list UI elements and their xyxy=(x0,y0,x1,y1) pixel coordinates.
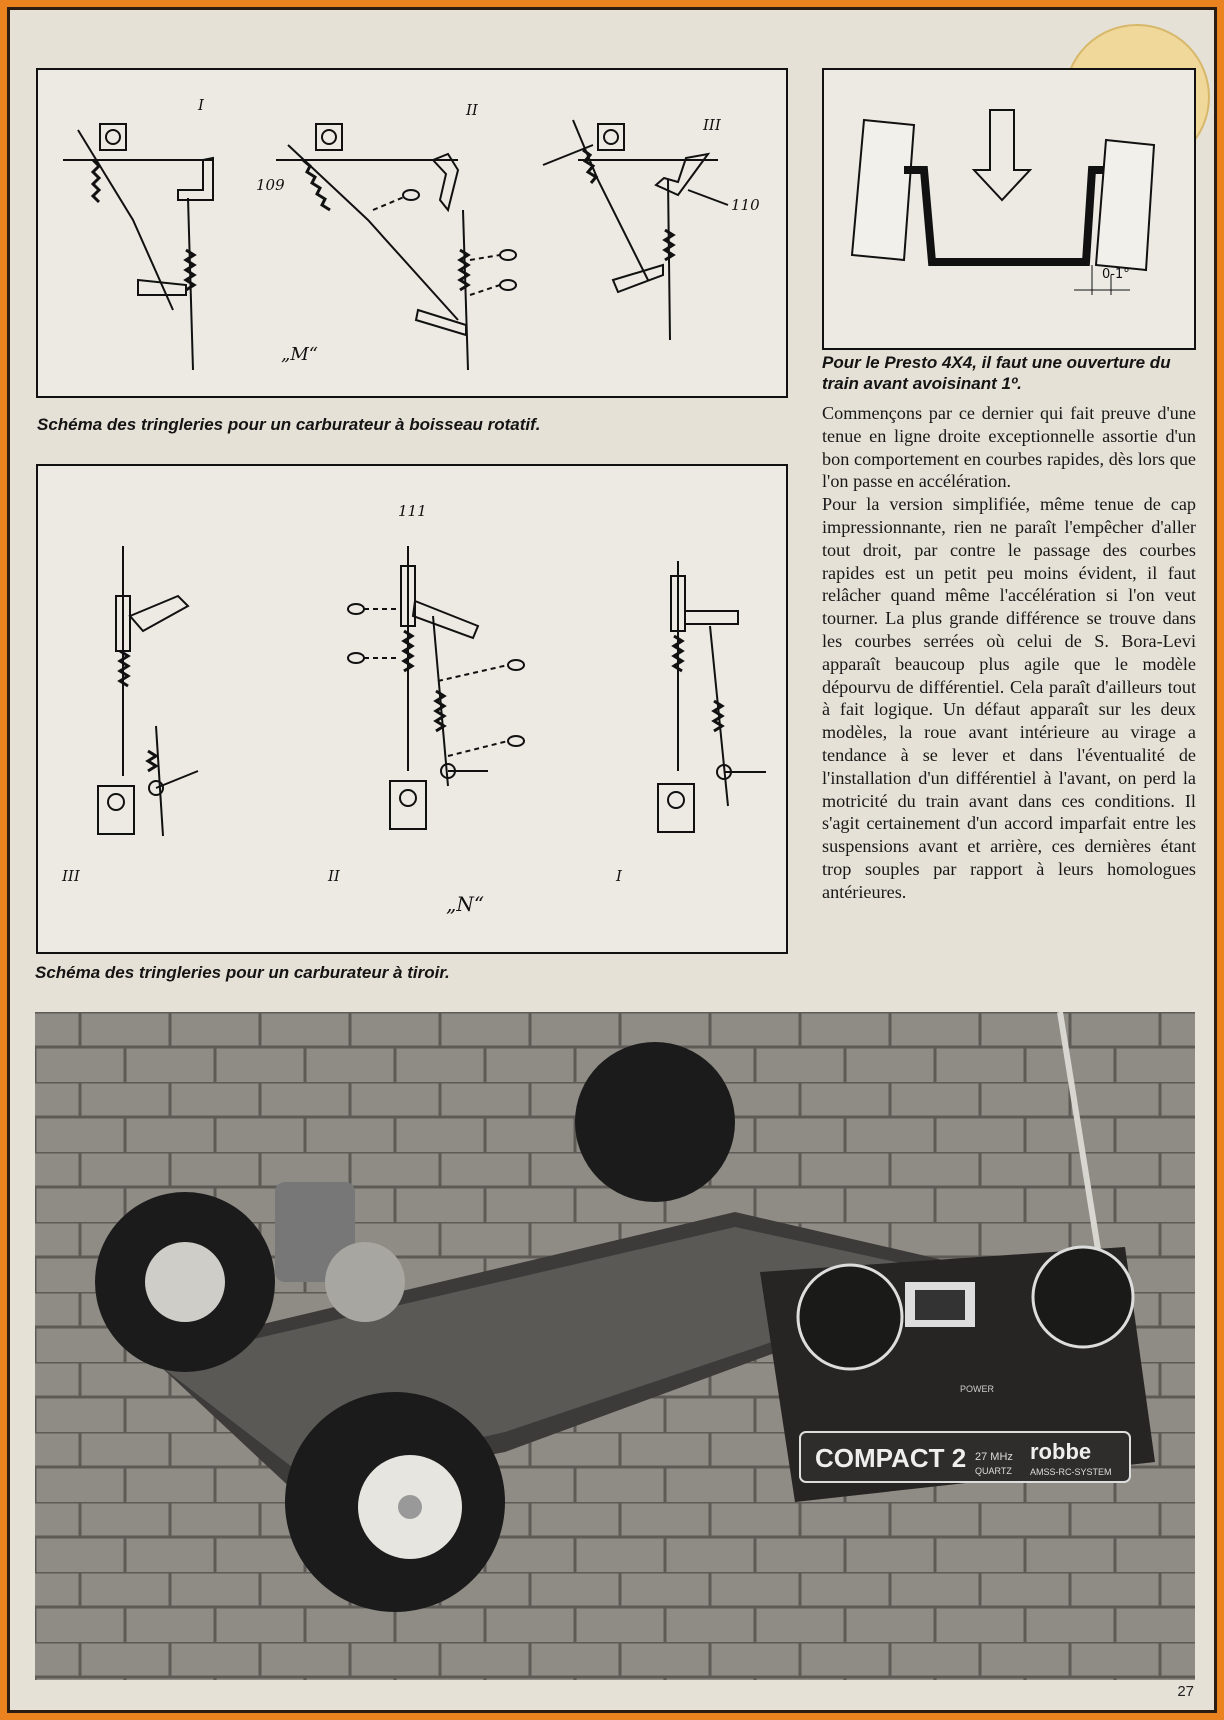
transmitter-system: AMSS-RC-SYSTEM xyxy=(1030,1467,1112,1477)
figure-m-number-109: 109 xyxy=(256,176,285,194)
figure-n-number-111: 111 xyxy=(398,502,427,520)
figure-toe-panel xyxy=(822,68,1196,350)
figure-n-tag: „N“ xyxy=(446,892,485,916)
toe-measure: 0-1° xyxy=(1102,267,1130,282)
car-photo xyxy=(35,1012,1195,1680)
figure-n-caption: Schéma des tringleries pour un carburateur à tiroir. xyxy=(35,963,450,982)
figure-m-caption: Schéma des tringleries pour un carburateur à boisseau rotatif. xyxy=(37,415,541,434)
figure-m-label-3: III xyxy=(703,116,721,134)
transmitter-maker: robbe xyxy=(1030,1439,1092,1464)
linkage-diagram-n xyxy=(38,466,786,952)
transmitter-quartz: QUARTZ xyxy=(975,1466,1012,1476)
article-body xyxy=(822,402,1196,904)
figure-n-label-2: II xyxy=(328,867,340,885)
car-and-transmitter-illustration xyxy=(35,1012,1195,1680)
figure-n-panel xyxy=(36,464,788,954)
article-paragraph-2: Pour la version simplifiée, même tenue de cap impressionnante, rien ne paraît l'empêcher d'aller tout droit, par contre le passage des courbes rapides est un petit peu moins évident, il faut relâcher quand même l'accélération si l'on veut tourner. La plus grande différence se trouve dans les courbes serrées où celui de S. Bora-Levi apparaît beaucoup plus agile que le modèle dépourvu de différentiel. Cela paraît d'ailleurs tout à fait logique. Un défaut apparaît sur les deux modèles, la roue avant intérieure au virage a tendance à se lever et dans l'éventualité de l'installation d'un différentiel à l'avant, on perd la motricité du train avant dans ces conditions. Il s'agit certainement d'un accord imparfait entre les suspensions avant et arrière, ces dernières étant trop souples par rapport à leurs homologues antérieures. xyxy=(822,494,1196,902)
article-paragraph-1: Commençons par ce dernier qui fait preuve d'une tenue en ligne droite exceptionnelle assortie d'un bon comportement en courbes rapides, dès lors que l'on passe en accélération. xyxy=(822,403,1196,492)
figure-m-label-2: II xyxy=(466,101,478,119)
transmitter-power-label: POWER xyxy=(960,1384,995,1394)
figure-m-number-110: 110 xyxy=(731,196,760,214)
page-number: 27 xyxy=(1177,1683,1194,1700)
transmitter-brand: COMPACT 2 xyxy=(815,1443,967,1473)
magazine-page xyxy=(7,7,1217,1713)
transmitter-frequency: 27 MHz xyxy=(975,1451,1013,1463)
figure-toe-caption: Pour le Presto 4X4, il faut une ouverture du train avant avoisinant 1º. xyxy=(822,353,1171,393)
figure-m-label-1: I xyxy=(198,96,204,114)
linkage-diagram-m xyxy=(38,70,786,396)
toe-diagram xyxy=(824,70,1194,348)
figure-n-label-3: III xyxy=(62,867,80,885)
figure-m-tag: „M“ xyxy=(281,344,318,365)
figure-n-label-1: I xyxy=(616,867,622,885)
figure-m-panel xyxy=(36,68,788,398)
